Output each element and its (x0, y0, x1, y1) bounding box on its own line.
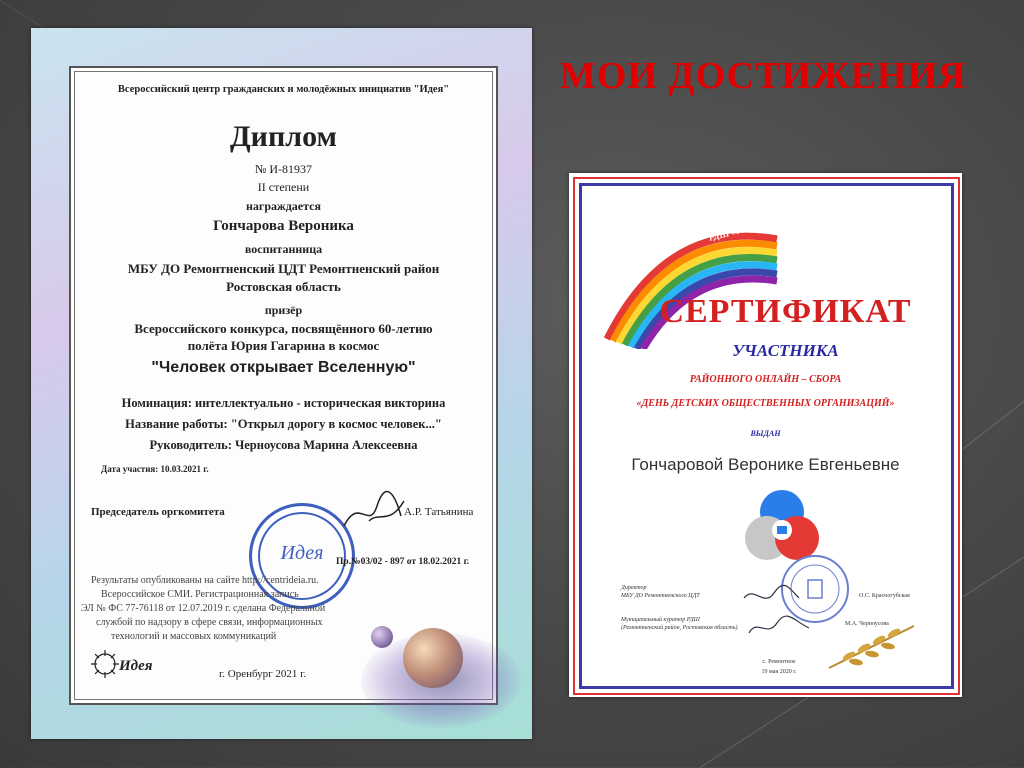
diploma-nomination: Номинация: интеллектуально - историческая викторина (121, 396, 446, 410)
diploma-contest-line1: Всероссийского конкурса, посвящённого 60-летию (134, 321, 433, 336)
diploma-school: МБУ ДО Ремонтненский ЦДТ Ремонтненский район (127, 261, 440, 276)
curator-label: Муниципальный куратор РДШ (621, 617, 700, 623)
diploma-image (31, 28, 532, 739)
diploma-title: Диплом (230, 120, 337, 153)
diploma-contest-line2: полёта Юрия Гагарина в космос (187, 338, 380, 353)
diploma-city: г. Оренбург 2021 г. (219, 668, 307, 680)
diploma-frame (69, 66, 498, 705)
diploma-order: Пр.№03/02 - 897 от 18.02.2021 г. (336, 557, 470, 567)
diploma-degree: II степени (257, 180, 310, 194)
diploma-awarded: награждается (246, 199, 321, 213)
diploma-number: № И-81937 (254, 162, 313, 176)
curator-org: (Ремонтненский район, Ростовская область) (621, 625, 738, 631)
diploma-chair-name: А.Р. Татьянина (404, 506, 474, 518)
diploma-note3: ЭЛ № ФС 77-76118 от 12.07.2019 г. сделана Федеральной (81, 603, 326, 614)
diploma-note5: технологий и массовых коммуникаций (111, 631, 277, 642)
diploma-chair-label: Председатель оргкомитета (91, 506, 225, 518)
slide-title: МОИ ДОСТИЖЕНИЯ (560, 55, 967, 97)
diploma-status: призёр (264, 303, 303, 317)
certificate-signatures (739, 583, 819, 643)
small-planet-decoration (371, 626, 393, 648)
diploma-name: Гончарова Вероника (213, 218, 354, 234)
diploma-role: воспитанница (244, 242, 323, 256)
diploma-region: Ростовская область (226, 279, 341, 294)
director-name: О.С. Красногубская (859, 593, 910, 599)
diploma-work: Название работы: "Открыл дорогу в космос человек..." (125, 417, 442, 431)
idea-logo-icon (89, 648, 121, 680)
planet-decoration (403, 628, 463, 688)
certificate-event1: РАЙОННОГО ОНЛАЙН – СБОРА (689, 374, 842, 385)
certificate-event2: «ДЕНЬ ДЕТСКИХ ОБЩЕСТВЕННЫХ ОРГАНИЗАЦИЙ» (636, 398, 895, 409)
diploma-org: Всероссийский центр гражданских и молодёжных инициатив "Идея" (117, 84, 450, 95)
curator-name: М.А. Черноусова (845, 621, 889, 627)
laurel-branch-icon (824, 618, 919, 673)
diploma-logo-text: Идея (119, 658, 153, 674)
director-org: МБУ ДО Ремонтненского ЦДТ (621, 593, 700, 599)
certificate-recipient: Гончаровой Веронике Евгеньевне (631, 455, 900, 474)
certificate-subtitle: УЧАСТНИКА (732, 341, 839, 360)
diploma-note1: Результаты опубликованы на сайте http://centrideia.ru. (91, 575, 319, 586)
stamp-text: Идея (280, 542, 324, 564)
certificate-place: с. Ремонтное (762, 659, 796, 665)
certificate-title: СЕРТИФИКАТ (659, 293, 912, 330)
signature (339, 486, 409, 536)
diploma-note4: службой по надзору в сфере связи, информационных (96, 617, 323, 628)
rainbow-label: РДШ «Радуга» (707, 219, 767, 243)
diploma-contest-name: "Человек открывает Вселенную" (151, 359, 416, 376)
director-label: Директор (621, 585, 647, 591)
diploma-note2: Всероссийское СМИ. Регистрационная запись (101, 589, 299, 600)
certificate-image (569, 173, 962, 697)
diploma-date: Дата участия: 10.03.2021 г. (101, 464, 209, 474)
certificate-date: 19 мая 2020 г. (761, 669, 797, 675)
certificate-issued: ВЫДАН (750, 429, 781, 438)
diploma-leader: Руководитель: Черноусова Марина Алексеевна (149, 438, 418, 452)
